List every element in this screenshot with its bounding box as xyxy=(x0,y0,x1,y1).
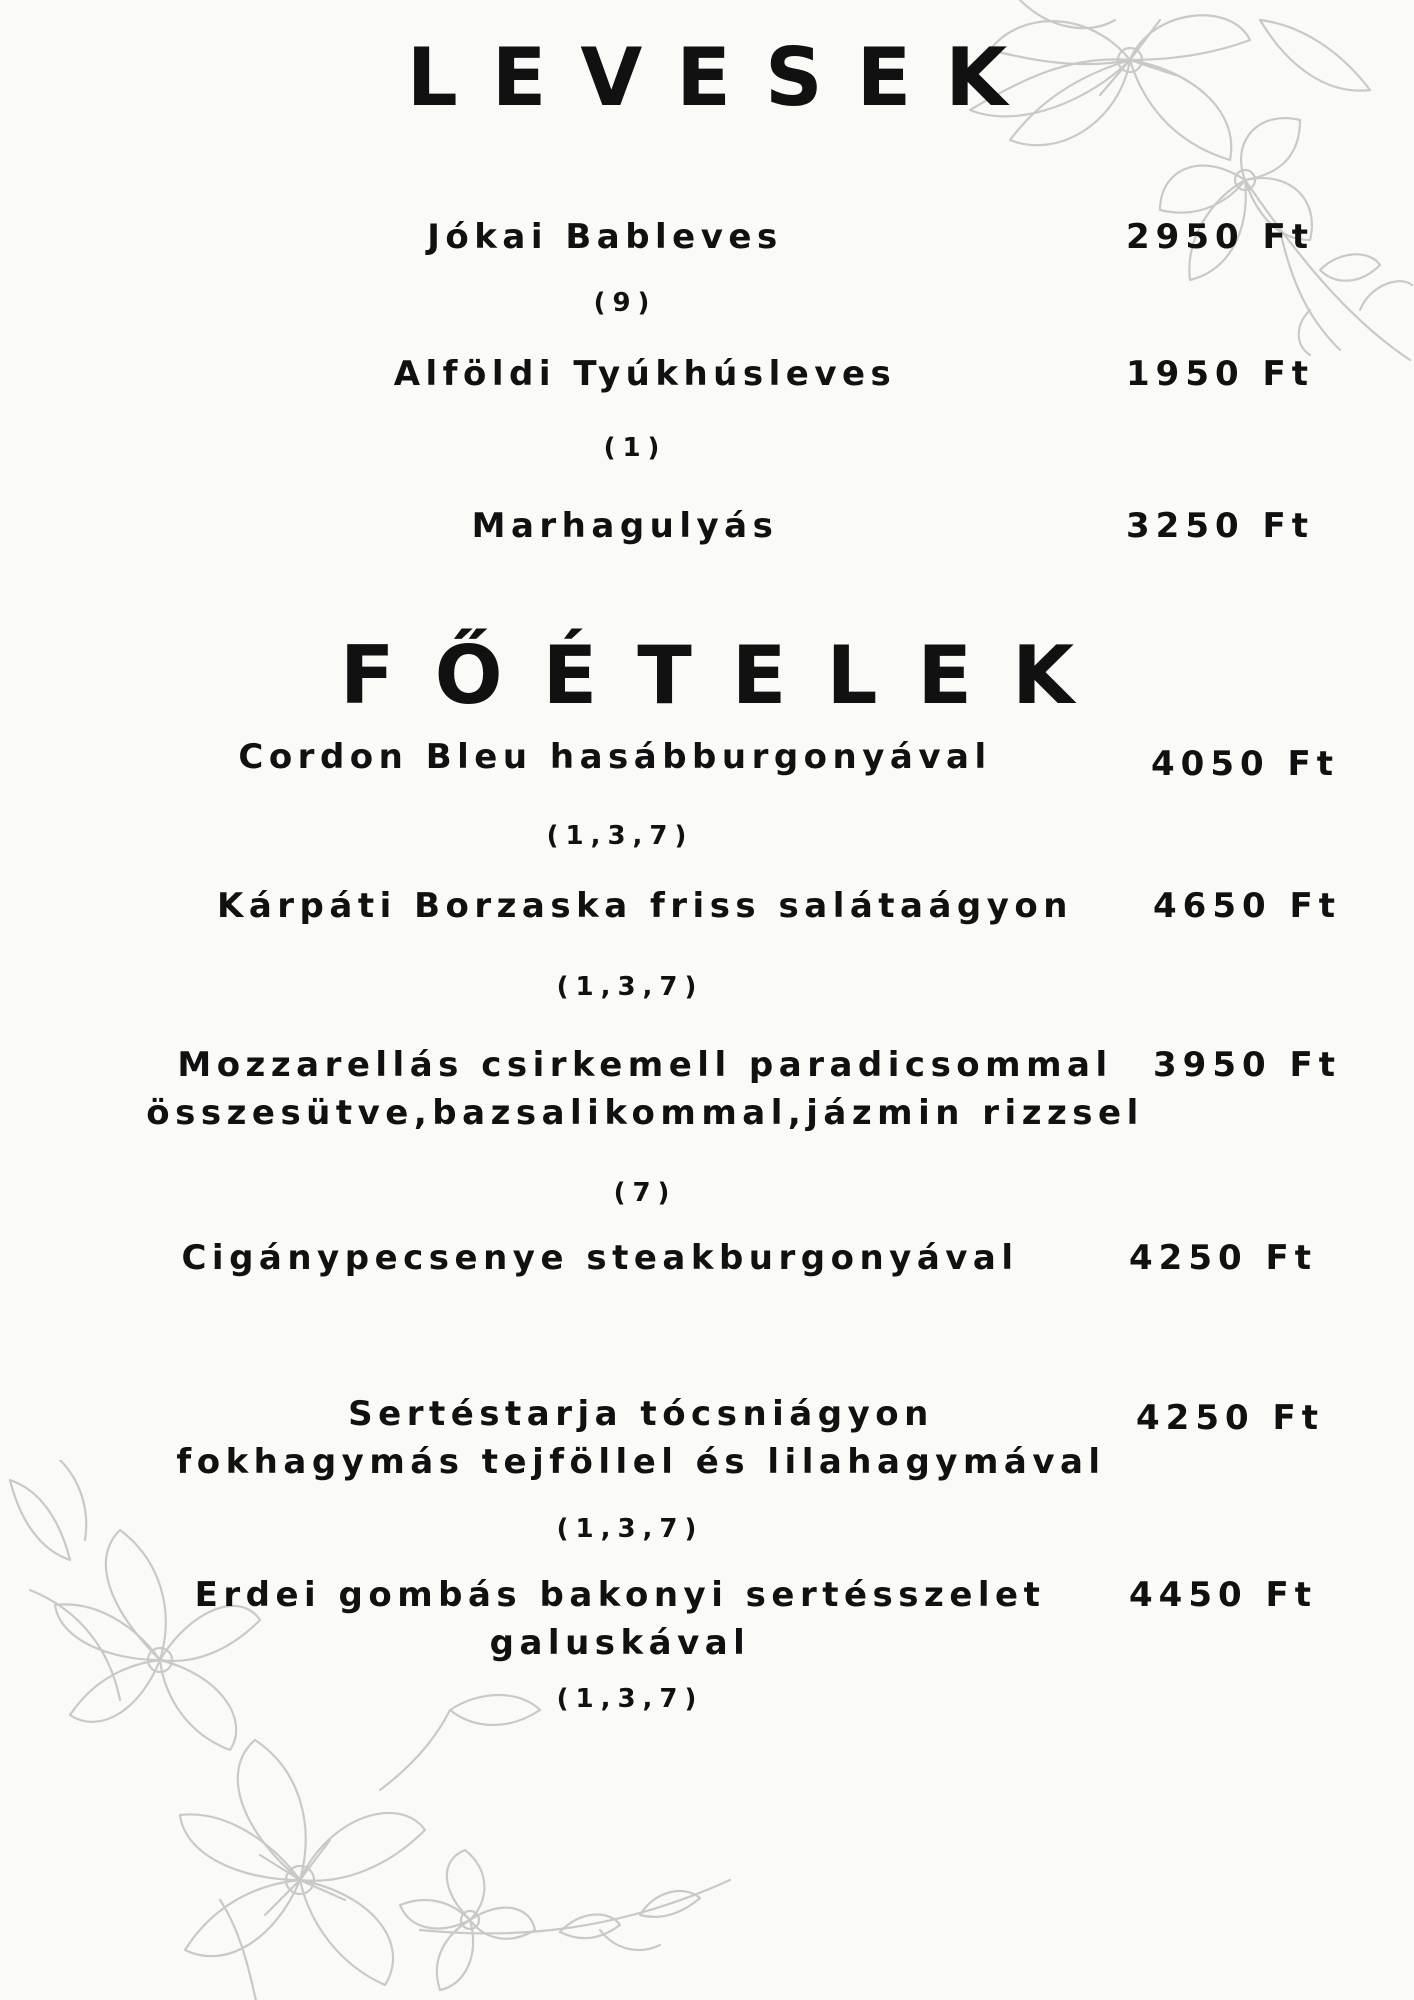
menu-item-name: Jókai Bableves xyxy=(427,217,783,257)
menu-item-name-line2: fokhagymás tejföllel és lilahagymával xyxy=(176,1442,1106,1482)
menu-item-allergens: (1) xyxy=(603,433,667,463)
menu-item-allergens: (7) xyxy=(613,1178,677,1208)
menu-item-name: Cordon Bleu hasábburgonyával xyxy=(238,737,992,777)
menu-item-allergens: (1,3,7) xyxy=(556,1514,704,1544)
menu-item-price: 3950 Ft xyxy=(1153,1045,1341,1085)
menu-item-price: 4050 Ft xyxy=(1151,744,1339,784)
menu-item-price: 1950 Ft xyxy=(1126,354,1314,394)
menu-item-price: 4250 Ft xyxy=(1129,1238,1317,1278)
menu-item-name-line2: galuskával xyxy=(489,1623,751,1663)
menu-item-allergens: (9) xyxy=(593,288,657,318)
menu-item-allergens: (1,3,7) xyxy=(546,821,694,851)
menu-item-name: Cigánypecsenye steakburgonyával xyxy=(181,1238,1019,1278)
section-title-soups: LEVESEK xyxy=(406,31,1042,124)
menu-item-price: 4250 Ft xyxy=(1136,1398,1324,1438)
menu-item-price: 3250 Ft xyxy=(1126,506,1314,546)
menu-item-name: Alföldi Tyúkhúsleves xyxy=(393,354,897,394)
menu-item-name-line2: összesütve,bazsalikommal,jázmin rizzsel xyxy=(146,1093,1144,1133)
section-title-mains: FŐÉTELEK xyxy=(339,629,1115,722)
menu-item-price: 4450 Ft xyxy=(1129,1575,1317,1615)
menu-item-allergens: (1,3,7) xyxy=(556,972,704,1002)
menu-item-price: 2950 Ft xyxy=(1126,217,1314,257)
menu-item-allergens: (1,3,7) xyxy=(556,1684,704,1714)
menu-item-name-line1: Erdei gombás bakonyi sertésszelet xyxy=(194,1575,1046,1615)
menu-item-name-line1: Mozzarellás csirkemell paradicsommal xyxy=(177,1045,1113,1085)
menu-item-price: 4650 Ft xyxy=(1153,886,1341,926)
menu-item-name-line1: Sertéstarja tócsniágyon xyxy=(348,1394,934,1434)
menu-item-name: Kárpáti Borzaska friss salátaágyon xyxy=(217,886,1073,926)
menu-item-name: Marhagulyás xyxy=(471,506,779,546)
